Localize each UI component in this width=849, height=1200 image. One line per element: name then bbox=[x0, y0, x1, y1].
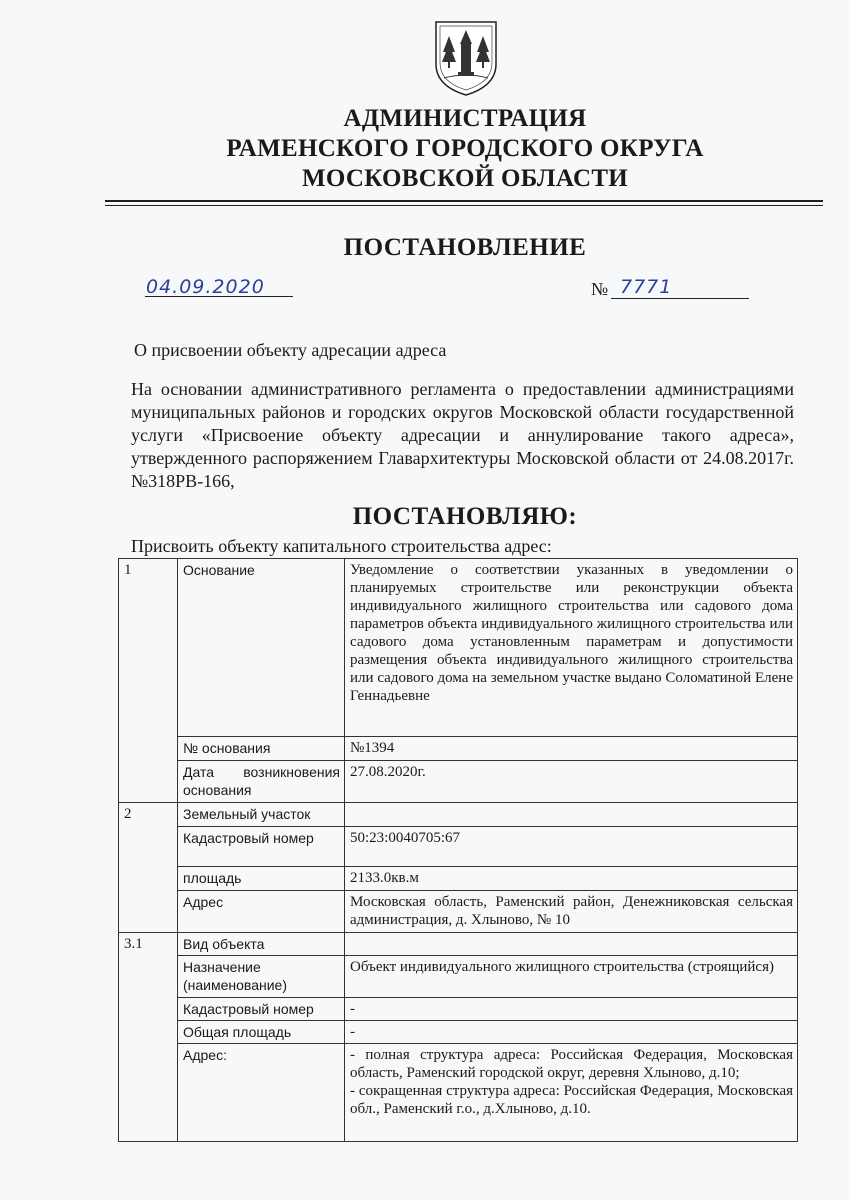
handwritten-number: 7771 bbox=[620, 276, 673, 298]
table-row bbox=[119, 956, 798, 998]
row-value: Объект индивидуального жилищного строительства (строящийся) bbox=[345, 956, 798, 998]
table-row bbox=[119, 827, 798, 867]
org-name-line-3: МОСКОВСКОЙ ОБЛАСТИ bbox=[301, 165, 629, 192]
row-value: Московская область, Раменский район, Денежниковская сельская администрация, д. Хлыново, № 10 bbox=[345, 891, 798, 933]
row-value: 2133.0кв.м bbox=[345, 867, 798, 891]
date-underline bbox=[145, 296, 293, 297]
row-value: №1394 bbox=[345, 737, 798, 761]
row-number: 1 bbox=[119, 559, 178, 803]
table-row bbox=[119, 803, 798, 827]
handwritten-date: 04.09.2020 bbox=[146, 276, 265, 298]
row-value bbox=[345, 1044, 798, 1142]
number-label: № bbox=[591, 279, 609, 299]
header-divider-thin bbox=[105, 205, 823, 206]
preamble-text: На основании административного регламента о предоставлении администрациями муниципальных районов и городских округов Московской области государственной услуги «Присвоение объекту адресации и аннулирование такого адреса», утвержденного распоряжением Главархитектуры Московской области от 24.08.2017г. №318РВ-166, bbox=[131, 379, 794, 491]
row-label: Вид объекта bbox=[178, 933, 345, 956]
row-label: площадь bbox=[178, 867, 345, 891]
header-divider-thick bbox=[105, 200, 823, 202]
number-underline bbox=[611, 298, 749, 299]
table-row bbox=[119, 1021, 798, 1044]
address-table bbox=[118, 558, 798, 1142]
row-label: Назначение (наименование) bbox=[178, 956, 345, 998]
table-row bbox=[119, 933, 798, 956]
row-label: Земельный участок bbox=[178, 803, 345, 827]
document-subject: О присвоении объекту адресации адреса bbox=[134, 340, 447, 360]
table-row bbox=[119, 998, 798, 1021]
row-label: Основание bbox=[178, 559, 345, 737]
document-type-title: ПОСТАНОВЛЕНИЕ bbox=[343, 234, 587, 261]
row-value bbox=[345, 933, 798, 956]
org-name-line-2: РАМЕНСКОГО ГОРОДСКОГО ОКРУГА bbox=[226, 135, 704, 162]
row-value bbox=[345, 803, 798, 827]
address-full-structure: - полная структура адреса: Российская Федерация, Московская область, Раменский городской округ, деревня Хлыново, д.10; bbox=[350, 1047, 793, 1081]
table-row bbox=[119, 737, 798, 761]
row-label: Адрес bbox=[178, 891, 345, 933]
org-name-line-1: АДМИНИСТРАЦИЯ bbox=[343, 105, 587, 132]
decree-heading: ПОСТАНОВЛЯЮ: bbox=[352, 503, 578, 530]
table-row bbox=[119, 891, 798, 933]
row-value: 27.08.2020г. bbox=[345, 761, 798, 803]
row-value: - bbox=[345, 998, 798, 1021]
address-short-structure: - сокращенная структура адреса: Российская Федерация, Московская обл., Раменский г.о., д.Хлыново, д.10. bbox=[350, 1083, 793, 1117]
row-label: Кадастровый номер bbox=[178, 827, 345, 867]
row-number: 2 bbox=[119, 803, 178, 933]
row-label: Дата возникновения основания bbox=[178, 761, 345, 803]
row-value: 50:23:0040705:67 bbox=[345, 827, 798, 867]
row-value: - bbox=[345, 1021, 798, 1044]
table-row bbox=[119, 1044, 798, 1142]
row-value: Уведомление о соответствии указанных в уведомлении о планируемых строительстве или реконструкции объекта индивидуального жилищного строительства или садового дома параметров объекта индивидуального жилищного строительства или садового дома установленным параметрам и допустимости размещения объекта индивидуального жилищного строительства или садового дома на земельном участке выдано Соломатиной Елене Геннадьевне bbox=[345, 559, 798, 737]
row-label: Кадастровый номер bbox=[178, 998, 345, 1021]
table-row bbox=[119, 559, 798, 737]
row-label: Адрес: bbox=[178, 1044, 345, 1142]
assign-text: Присвоить объекту капитального строительства адрес: bbox=[131, 536, 552, 556]
table-row bbox=[119, 867, 798, 891]
row-label: № основания bbox=[178, 737, 345, 761]
table-row bbox=[119, 761, 798, 803]
row-number: 3.1 bbox=[119, 933, 178, 1142]
row-label: Общая площадь bbox=[178, 1021, 345, 1044]
coat-of-arms-icon bbox=[432, 18, 500, 98]
